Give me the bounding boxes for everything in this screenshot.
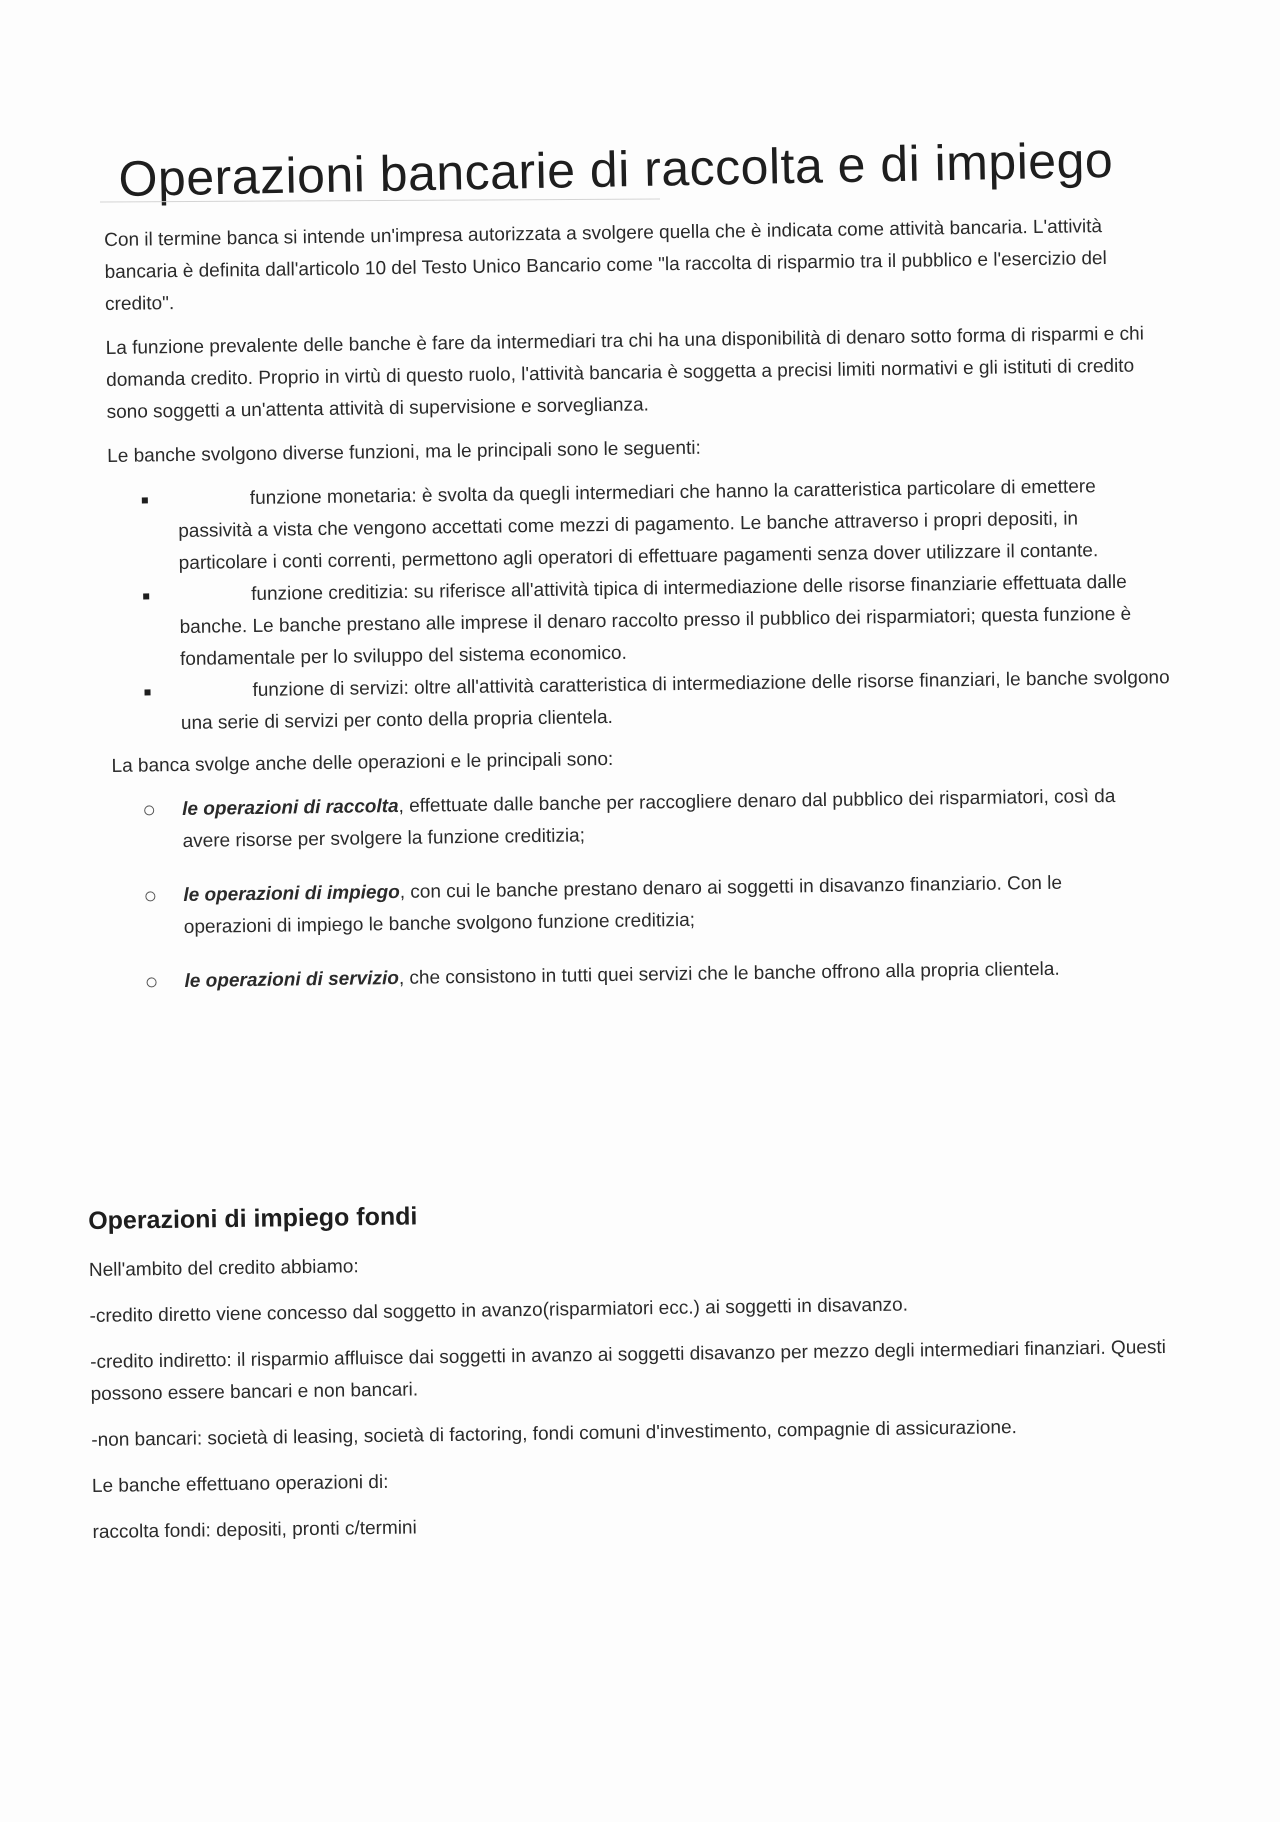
list-item: [108, 470, 1169, 581]
section-heading: Operazioni di impiego fondi: [88, 1202, 418, 1235]
list-item: [112, 781, 1143, 859]
intro-section: [104, 210, 1175, 1021]
section-paragraph: Nell'ambito del credito abbiamo:: [88, 1256, 359, 1281]
operation-text: , effettuate dalle banche per raccogliere denaro dal pubblico dei risparmiatori, così da avere risorse per svolgere la funzione creditizia;: [182, 785, 1116, 852]
impiego-fondi-section: [88, 1190, 1173, 1563]
list-item: [110, 662, 1171, 741]
circle-bullet-icon: [147, 977, 157, 987]
list-item: [114, 953, 1144, 999]
square-bullet-icon: [144, 689, 150, 695]
square-bullet-icon: [143, 593, 149, 599]
intro-paragraph-2: La funzione prevalente delle banche è fare da intermediari tra chi ha una disponibilità di denaro sotto forma di risparmi e chi domanda credito. Proprio in virtù di questo ruolo, l'attività bancaria è soggetta a precisi limiti normativi e gli istituti di credito sono soggetti a un'attenta attività di supervisione e sorveglianza.: [105, 323, 1144, 423]
circle-bullet-icon: [145, 891, 155, 901]
operation-term: le operazioni di servizio: [184, 967, 400, 992]
operation-text: , che consistono in tutti quei servizi che le banche offrono alla propria clientela.: [398, 958, 1060, 989]
circle-bullet-icon: [144, 805, 154, 815]
operations-intro: La banca svolge anche delle operazioni e le principali sono:: [111, 748, 614, 777]
section-paragraph: -credito diretto viene concesso dal soggetto in avanzo(risparmiatori ecc.) ai soggetti in disavanzo.: [89, 1294, 909, 1327]
page-title: Operazioni bancarie di raccolta e di impiego: [118, 131, 1114, 207]
operation-term: le operazioni di raccolta: [182, 795, 399, 820]
section-paragraph: raccolta fondi: depositi, pronti c/termini: [92, 1517, 417, 1543]
intro-paragraph-1: Con il termine banca si intende un'impresa autorizzata a svolgere quella che è indicata come attività bancaria. L'attività bancaria è definita dall'articolo 10 del Testo Unico Bancario come "la raccolta di risparmio tra il pubblico e l'esercizio del credito".: [104, 216, 1107, 315]
function-text: funzione creditizia: su riferisce all'attività tipica di intermediazione delle risorse finanziarie effettuata dalle banche. Le banche prestano alle imprese il denaro raccolto presso il pubblico dei risparmiatori; questa funzione è fondamentale per lo sviluppo del sistema economico.: [179, 571, 1132, 670]
operations-list: [112, 780, 1175, 999]
function-text: funzione monetaria: è svolta da quegli intermediari che hanno la caratteristica particolare di emettere passività a vista che vengono accettati come mezzi di pagamento. Le banche attraverso i propri depositi, in particolare i conti correnti, permettono agli operatori di effettuare pagamenti senza dover utilizzare il contante.: [178, 476, 1099, 574]
operation-text: , con cui le banche prestano denaro ai soggetti in disavanzo finanziario. Con le operazioni di impiego le banche svolgono funzione creditizia;: [183, 872, 1063, 938]
section-paragraph: Le banche effettuano operazioni di:: [91, 1471, 389, 1497]
section-paragraph: -credito indiretto: il risparmio affluisce dai soggetti in avanzo ai soggetti disavanzo per mezzo degli intermediari finanziari. Questi possono essere bancari e non bancari.: [90, 1336, 1167, 1405]
list-item: [113, 867, 1144, 945]
intro-paragraph-3: Le banche svolgono diverse funzioni, ma le principali sono le seguenti:: [107, 437, 701, 467]
operation-term: le operazioni di impiego: [183, 881, 400, 906]
functions-list: [108, 470, 1171, 741]
list-item: [109, 566, 1170, 677]
section-paragraph: -non bancari: società di leasing, società di factoring, fondi comuni d'investimento, compagnie di assicurazione.: [91, 1417, 1017, 1451]
function-text: funzione di servizi: oltre all'attività caratteristica di intermediazione delle risorse finanziari, le banche svolgono una serie di servizi per conto della propria clientela.: [180, 667, 1170, 734]
square-bullet-icon: [142, 497, 148, 503]
